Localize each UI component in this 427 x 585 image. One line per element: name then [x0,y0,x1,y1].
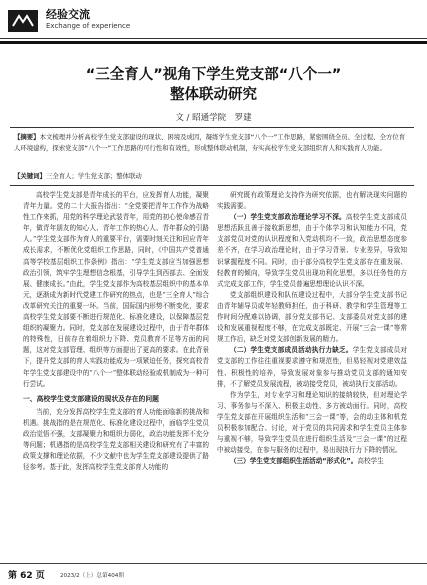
section-title-en: Exchange of experience [46,22,131,30]
paragraph-text: 学生党支部成员对党支部的工作往往重视要求遵守和规范性，但易轻视对党建效益性、积极性的培养，导致发展对象参与推动党员支部的通知安排，不了解党员发展流程，被动接受党员，被动执行支部活动。 [217,346,408,388]
footer-divider [0,563,427,564]
body-paragraph [217,290,407,345]
article-title-line1: “三全育人”视角下学生党支部“八个一” [85,67,342,83]
author-line: 文 / 昭通学院 罗建 [175,113,252,123]
exchange-logo-icon [8,10,38,32]
journal-header [0,0,427,42]
abstract-label: 【摘要】 [14,133,40,141]
body-column-left [23,190,209,473]
paragraph-text: 党支部组织建设和队伍建设过程中，大部分学生党支部书记由青年辅导员或年轻教师担任，由于科研、教学和学生管理等工作时间分配难以协调，部分党支部书记、支部委员对党支部的建设和发展重视程度不够，在完成支部既定、开展“三会一课”等常规工作后，缺乏对党支部创新发展的精力。 [217,290,407,344]
article-title-line2: 整体联动研究 [170,87,257,103]
abstract-text: 本文梳理并分析高校学生党支部建设的现状、困境及成因，凝练学生党支部“八个一”工作思路，紧密围绕全员、全过程、全方位育人环境建构，探索党支部“八个一”工作思路的可行性和有效性，形成整体联动机制，夯实高校学生党支部组织育人和实践育人功能。 [14,133,406,152]
keywords-text: 三全育人；学生党支部；整体联动 [45,172,142,180]
body-paragraph [217,390,407,457]
paragraph-text: 研究既有政策理论支持作为研究依据，也有解决现实问题的实践需要。 [217,191,407,211]
section-heading: 一、高校学生党支部建设的现状及存在的问题 [23,394,159,403]
section-title: 经验交流 [46,8,90,21]
body-paragraph [217,190,407,212]
paragraph-text: 高校学生党支部成员思想活跃且善于接收新思想，由于个体学习和认知能力不同，党支部党员对党的认识程度和入党动机均不一致，政治思想态度参差不齐，在学习政治理论时，由于学习背景、专业差异，导致知识掌握程度不同。同时，由于部分高校学生党支部存在重发展、轻教育的倾向，导致学生党员出现功利化思想，多以任务性的方式完成支部工作，学生党员普遍思想理论认识不深。 [217,213,408,288]
page-number: 第 62 页 [8,571,45,581]
keywords [14,171,410,180]
issue-info: 2023/2（上）总第404期 [60,573,124,579]
body-paragraph [217,345,407,389]
paragraph-text: 作为学生，对专业学习和理论知识的接纳较快，但对理论学习、事务参与不深入、积极主动性、多方被动面行。同时，高校学生党支部在开展组织生活和“三会一课”等，会的动主体和机党员积极参加配合、讨论，对于党员的共同需求和学生党员主体参与重视不够，导致学生党员在进行组织生活及“三会一课”的过程中被动接受，在参与服务的过程中，易出现执行力下降的情况。 [217,390,407,455]
body-paragraph [23,190,209,390]
subsection-heading: （二）学生党支部成员活动执行力缺乏。 [230,346,353,355]
header-divider-thick [0,41,427,44]
paragraph-text: 高校学生党支部是青年成长的平台，应发挥育人功能，凝聚青年力量。党的二十大报告指出：“全党要把青年工作作为战略性工作来抓，用党的科学理论武装青年，用党的初心使命感召青年，做青年朋友的知心人、青年工作的热心人、青年群众的引路人。”学生党支部作为育人的重要平台，需要时刻关注和回应青年成长需求，不断优化党组织工作思路，同时，《中国共产党普通高等学校基层组织工作条例》指出：“学生党支部应当加强思想政治引领，筑牢学生理想信念根基，引导学生到西部去、全面发展、健康成长。”由此，学生党支部作为高校基层组织中的基本单元，逐渐成为新时代党建工作研究的热点，也是“三全育人”综合改革研究关注的重要一环。当前，国际国内形势不断变化，要求高校学生党支部要不断进行规范化、标准化建设，以保障基层党组织的凝聚力。同时，党支部在发展建设过程中，由于青年群体的特殊性，日前存在着组织力下降、党员教育不足等方面的问题，这对党支部管理、组织等方面提出了更高的要求。在此背景下，提升党支部的育人实践功能成为一项紧迫任务，探究高校青年学生党支部建设中的“八个一”整体联动经验或机制成为一种可行尝试。 [23,191,209,388]
header-divider [0,38,427,39]
page-footer [0,563,427,585]
body-paragraph [217,456,407,467]
body-paragraph [23,407,209,474]
body-column-right [217,190,407,467]
paragraph-text: 当前，充分发挥高校学生党支部的育人功能面临新的挑战和机遇。挑战指的是在规范化、标准化建设过程中，面临学生党员政治觉悟不强，支部凝聚力和组织力弱化，政治功能发挥不充分等问题；机遇指的是高校学生党支部相关建设和研究有了丰富的政策支撑和理论依据，不少文献中也为学生党支部建设提供了路径参考。基于此，发挥高校学生党支部育人功能的 [23,407,209,472]
subsection-heading: （一）学生党支部政治理论学习不深。 [230,213,346,222]
paragraph-text: 高校学生 [357,457,384,466]
keywords-label: 【关键词】 [14,172,46,180]
abstract-box [10,127,414,186]
abstract [14,132,410,153]
body-paragraph [217,212,407,290]
subsection-heading: （三）学生党支部组织生活活动“形式化”。 [230,457,358,466]
